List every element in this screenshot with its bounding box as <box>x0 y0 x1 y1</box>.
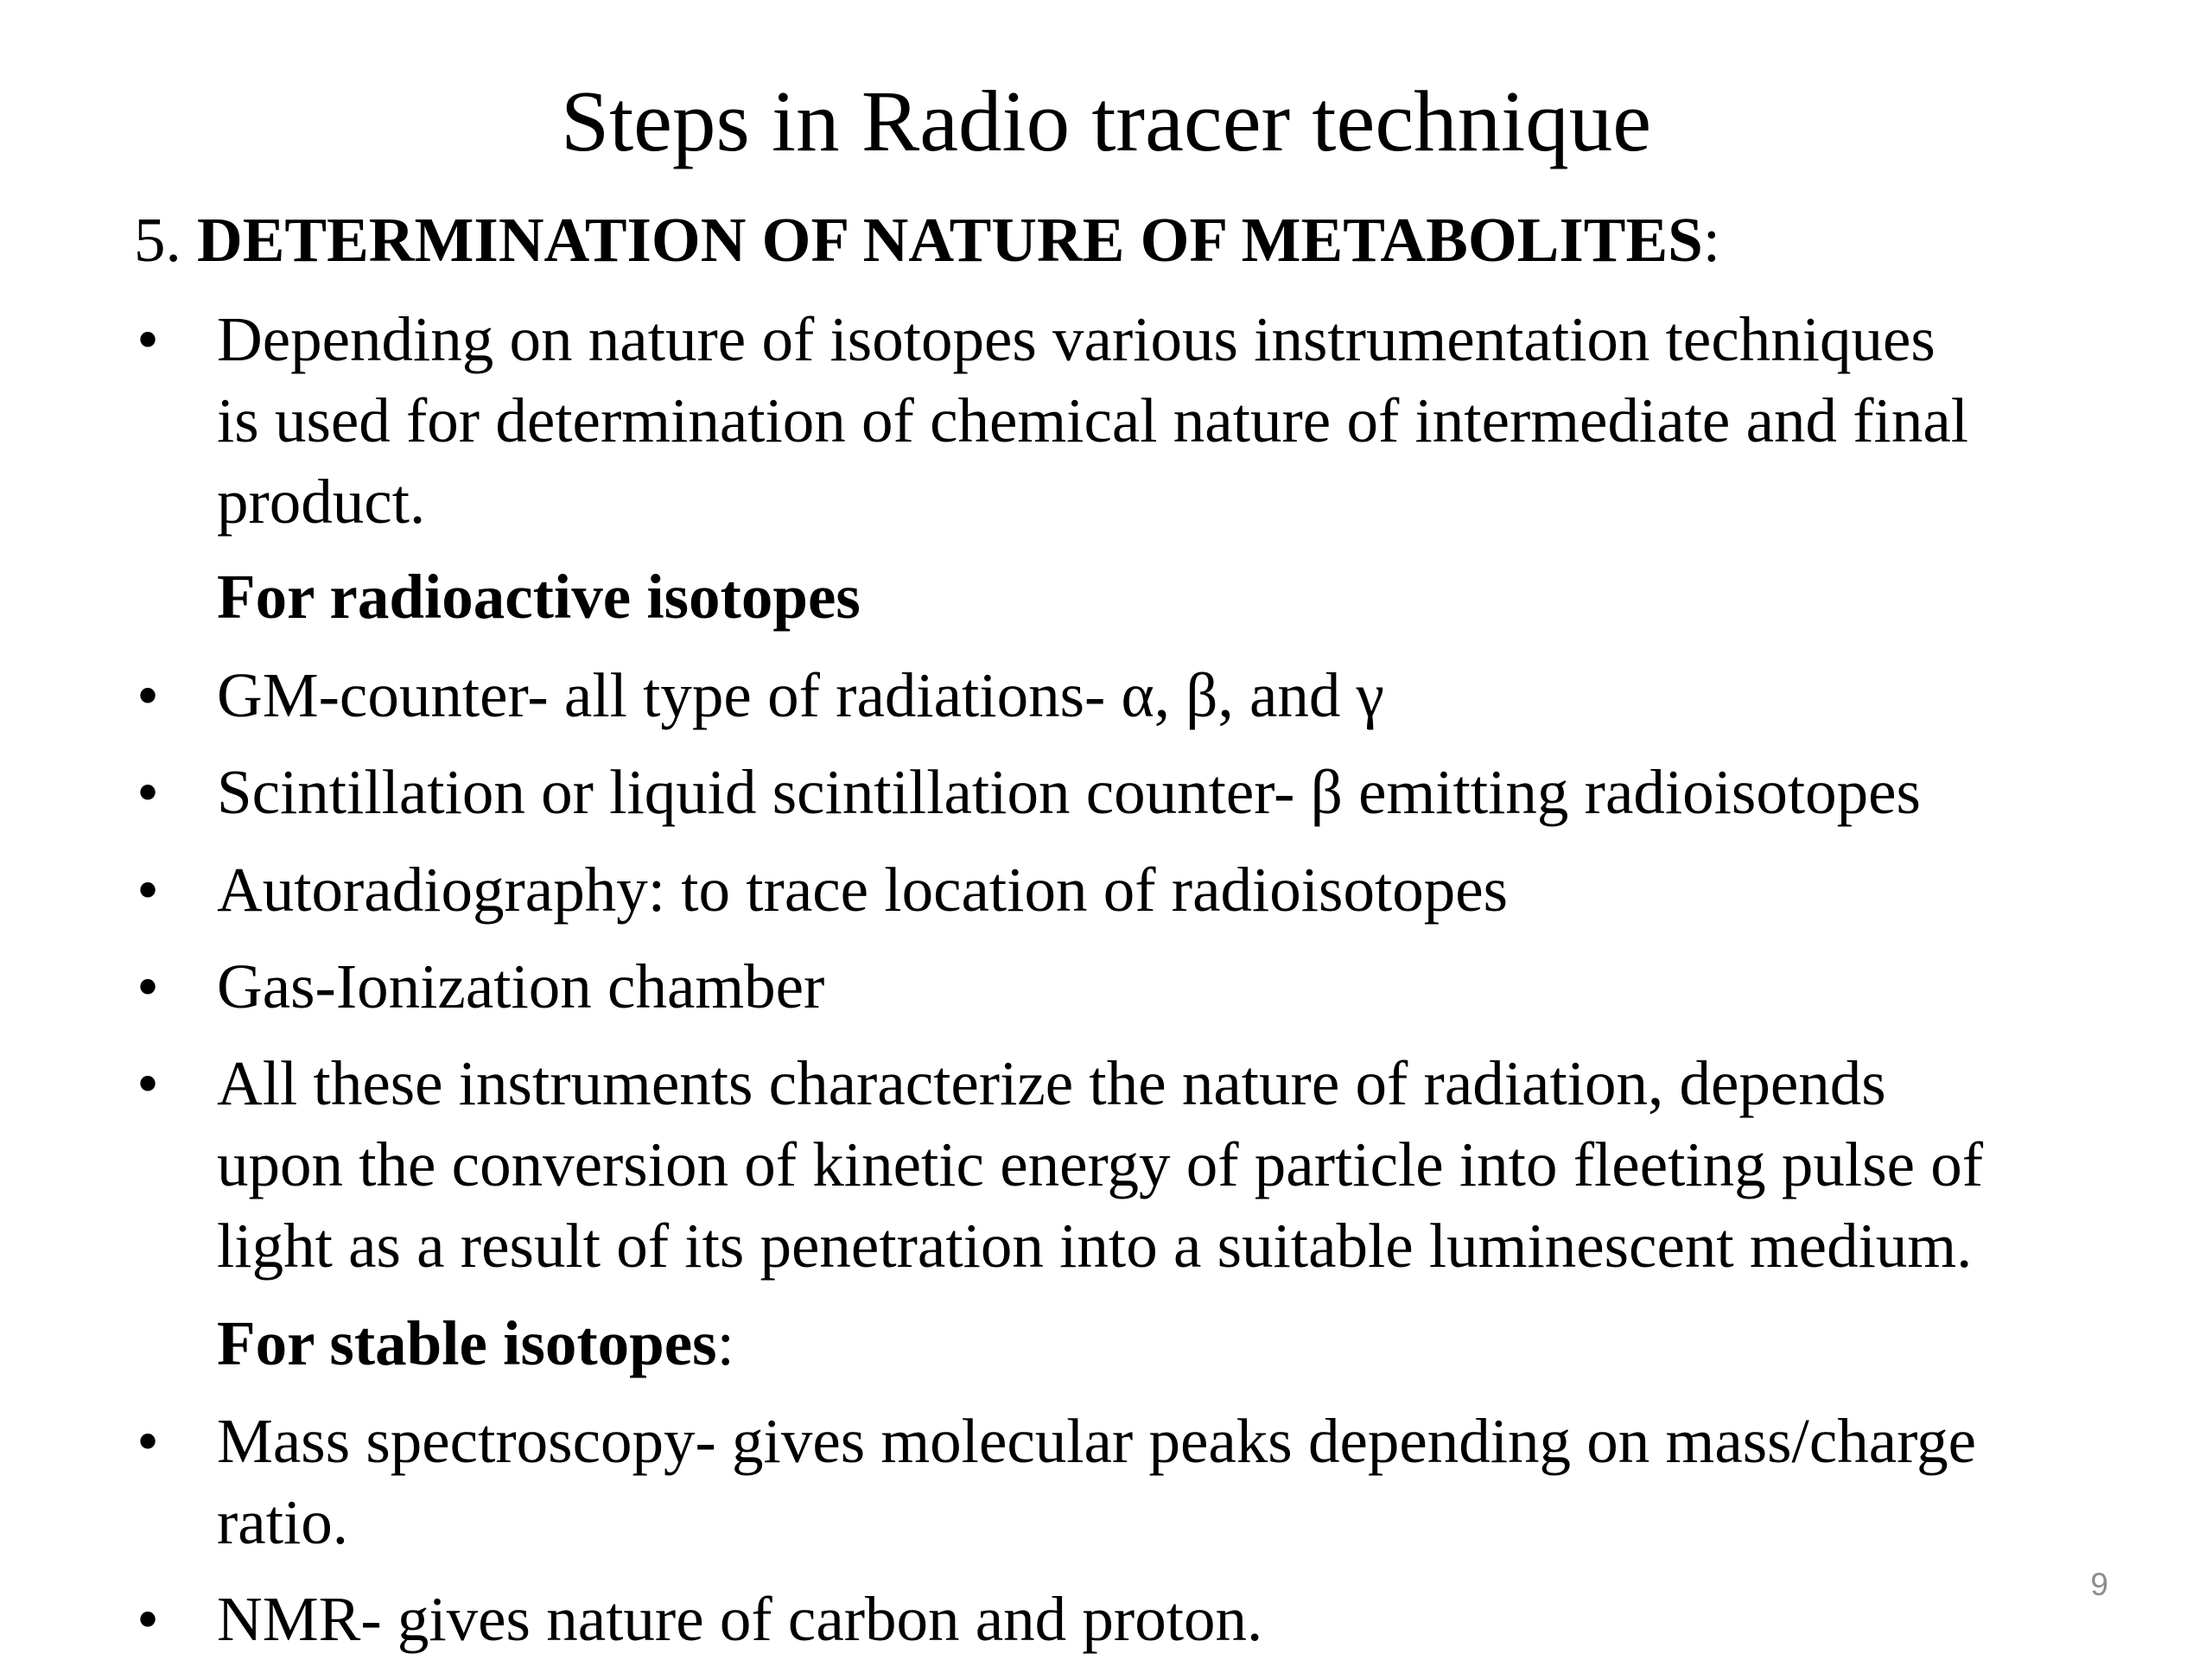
bullet-line: Gas-Ionization chamber <box>217 951 825 1021</box>
slide-title: Steps in Radio tracer technique <box>560 73 1652 169</box>
bullet-glyph: • <box>137 1406 159 1476</box>
bullet-item-scintillation <box>137 752 2152 833</box>
bullet-item-mass-spectroscopy <box>137 1401 2152 1563</box>
page-number: 9 <box>2090 1567 2108 1602</box>
bullet-glyph: • <box>137 1584 159 1654</box>
bullet-line: Mass spectroscopy- gives molecular peaks depending on mass/charge <box>217 1406 1977 1476</box>
bullet-glyph: • <box>137 855 159 925</box>
bullet-glyph: • <box>137 660 159 730</box>
bullet-line: Depending on nature of isotopes various instrumentation techniques <box>217 304 1936 374</box>
subheading-stable <box>217 1305 734 1383</box>
subheading-radioactive: For radioactive isotopes <box>217 562 861 632</box>
bullet-line: light as a result of its penetration into a suitable luminescent medium. <box>217 1211 1973 1281</box>
bullet-line: NMR- gives nature of carbon and proton. <box>217 1584 1263 1654</box>
section-heading-colon: : <box>1702 205 1721 275</box>
bullet-item-summary <box>137 1043 2152 1287</box>
bullet-line: GM-counter- all type of radiations- α, β, and γ <box>217 660 1384 730</box>
section-heading <box>134 201 1720 279</box>
bullet-item-gm-counter <box>137 655 2152 736</box>
bullet-glyph: • <box>137 951 159 1021</box>
bullet-line: is used for determination of chemical nature of intermediate and final <box>217 385 1968 455</box>
section-heading-text: DETERMINATION OF NATURE OF METABOLITES <box>197 205 1703 275</box>
bullet-item-nmr <box>137 1579 2152 1660</box>
bullet-line: All these instruments characterize the nature of radiation, depends <box>217 1048 1886 1118</box>
bullet-line: ratio. <box>217 1487 349 1557</box>
bullet-item-instrumentation <box>137 299 2152 543</box>
bullet-item-gas-ionization <box>137 946 2152 1027</box>
bullet-line: upon the conversion of kinetic energy of particle into fleeting pulse of <box>217 1129 1984 1199</box>
section-number: 5. <box>134 205 197 275</box>
bullet-line: Scintillation or liquid scintillation counter- β emitting radioisotopes <box>217 757 1921 827</box>
bullet-item-autoradiography <box>137 849 2152 931</box>
bullet-glyph: • <box>137 304 159 374</box>
bullet-line: Autoradiography: to trace location of radioisotopes <box>217 855 1509 925</box>
bullet-line: product. <box>217 467 426 537</box>
subheading-stable-text: For stable isotopes <box>217 1308 717 1378</box>
bullet-glyph: • <box>137 757 159 827</box>
subheading-stable-colon: : <box>716 1308 734 1378</box>
bullet-glyph: • <box>137 1048 159 1118</box>
